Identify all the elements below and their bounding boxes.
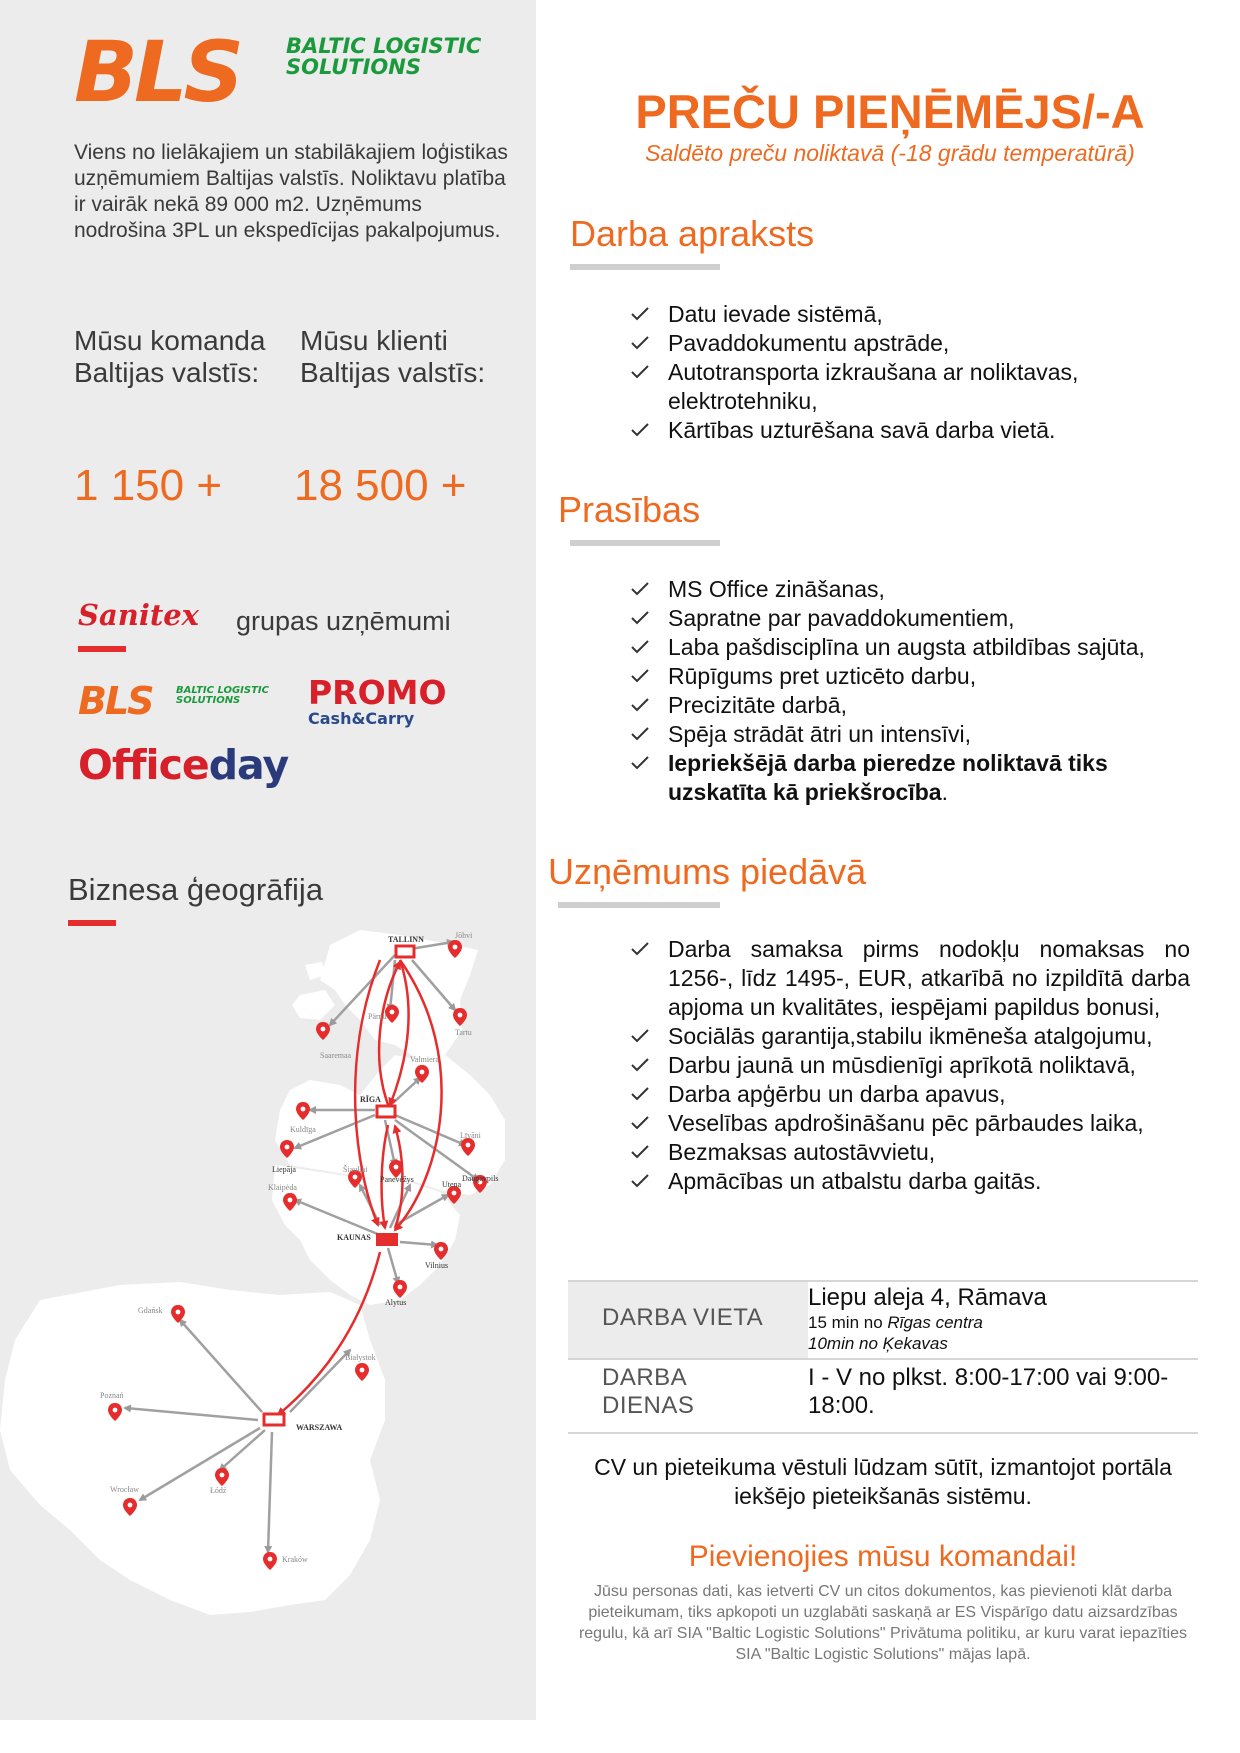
check-icon xyxy=(630,610,650,626)
check-icon xyxy=(630,422,650,438)
check-icon xyxy=(630,581,650,597)
list-item: Laba pašdisciplīna un augsta atbildības sajūta, xyxy=(630,633,1210,662)
section-divider xyxy=(570,264,720,270)
application-note: CV un pieteikuma vēstuli lūdzam sūtīt, izmantojot portāla iekšējo pieteikšanās sistēmu. xyxy=(594,1454,1172,1509)
join-call: Pievienojies mūsu komandai! xyxy=(688,1540,1078,1573)
label-daugavpils: Daugavpils xyxy=(462,1174,499,1183)
offer-title: Uzņēmums piedāvā xyxy=(548,851,867,892)
job-details-table xyxy=(568,1280,1198,1434)
label-tartu: Tartu xyxy=(455,1028,472,1037)
sanitex-logo: Sanitex xyxy=(78,598,199,632)
label-poznan: Poznań xyxy=(100,1391,124,1400)
check-icon xyxy=(630,1144,650,1160)
job-title: PREČU PIEŅĒMĒJS/-A xyxy=(635,85,1145,138)
list-item: Rūpīgums pret uzticēto darbu, xyxy=(630,662,1210,691)
check-icon xyxy=(630,1086,650,1102)
team-label: Mūsu komanda Baltijas valstīs: xyxy=(74,325,266,388)
label-parnu: Pärnu xyxy=(368,1012,387,1021)
riga-hub xyxy=(377,1106,395,1117)
list-item: Precizitāte darbā, xyxy=(630,691,1210,720)
list-item: Darba samaksa pirms nodokļu nomaksas no 1256-, līdz 1495-, EUR, atkarībā no izpildītā darba apjoma un kvalitātes, iespējami papildus bonusi, xyxy=(630,935,1190,1022)
team-count: 1 150 + xyxy=(74,461,223,510)
job-subtitle: Saldēto preču noliktavā (-18 grādu temperatūrā) xyxy=(645,140,1135,166)
list-item: MS Office zināšanas, xyxy=(630,575,1210,604)
list-item: Datu ievade sistēmā, xyxy=(630,300,1190,329)
label-siauliai: Šiauliai xyxy=(343,1165,368,1174)
table-row xyxy=(568,1359,1198,1433)
check-icon xyxy=(630,335,650,351)
label-valmiera: Valmiera xyxy=(410,1055,439,1064)
label-liepaja: Liepāja xyxy=(272,1165,296,1174)
days-label: DARBA DIENAS xyxy=(568,1359,808,1433)
saaremaa-shape xyxy=(292,990,335,1020)
poland-shape xyxy=(0,1282,385,1615)
label-tallinn: TALLINN xyxy=(388,935,424,944)
days-value: I - V no plkst. 8:00-17:00 vai 9:00-18:00. xyxy=(808,1359,1198,1433)
bls-logo-wordmark: BALTIC LOGISTIC SOLUTIONS xyxy=(286,34,482,79)
label-gdansk: Gdańsk xyxy=(138,1306,163,1315)
label-utena: Utena xyxy=(442,1180,462,1189)
label-lodz: Łódź xyxy=(210,1486,227,1495)
section-divider xyxy=(558,902,720,908)
check-icon xyxy=(630,1115,650,1131)
label-warszawa: WARSZAWA xyxy=(296,1423,343,1432)
privacy-note: Jūsu personas dati, kas ietverti CV un citos dokumentos, kas pievienoti klāt darba pieteikumam, tiks apkopoti un uzglabāti saskaņā ar ES Vispārīgo datu aizsardzības regulu, kā arī SIA "Baltic Logistic Solutions" Privātuma politiku, ar kuru varat iepazīties SIA "Baltic Logistic Solutions" mājas lapā. xyxy=(578,1583,1188,1663)
check-icon xyxy=(630,1028,650,1044)
bls-logo-mark: BLS xyxy=(74,23,241,121)
promo-logo: PROMO Cash&Carry xyxy=(308,673,447,728)
label-kuldiga: Kuldīga xyxy=(290,1125,316,1134)
list-item: Sapratne par pavaddokumentiem, xyxy=(630,604,1210,633)
list-item: Sociālās garantija,stabilu ikmēneša atalgojumu, xyxy=(630,1022,1190,1051)
list-item: Bezmaksas autostāvvietu, xyxy=(630,1138,1190,1167)
check-icon xyxy=(630,726,650,742)
list-item: Darbu jaunā un mūsdienīgi aprīkotā noliktavā, xyxy=(630,1051,1190,1080)
warszawa-hub xyxy=(264,1414,284,1425)
list-item: Apmācības un atbalstu darba gaitās. xyxy=(630,1167,1190,1196)
check-icon xyxy=(630,1173,650,1189)
list-item: Spēja strādāt ātri un intensīvi, xyxy=(630,720,1210,749)
check-icon xyxy=(630,364,650,380)
check-icon xyxy=(630,668,650,684)
description-list xyxy=(630,300,1190,445)
business-map xyxy=(0,920,536,1710)
tallinn-hub xyxy=(396,946,414,957)
client-count: 18 500 + xyxy=(294,461,467,510)
list-item: Iepriekšējā darba pieredze noliktavā tiks uzskatīta kā priekšrocība. xyxy=(630,749,1210,807)
officeday-logo: Officeday xyxy=(78,741,289,789)
label-johvi: Jõhvi xyxy=(455,931,473,940)
bls-small-logo: BLS BALTIC LOGISTIC SOLUTIONS xyxy=(78,679,269,723)
label-kaunas: KAUNAS xyxy=(337,1233,371,1242)
check-icon xyxy=(630,941,650,957)
label-alytus: Alytus xyxy=(385,1298,407,1307)
section-divider xyxy=(78,646,126,652)
geography-title: Biznesa ģeogrāfija xyxy=(68,872,324,907)
label-vilnius: Vilnius xyxy=(425,1261,449,1270)
label-panevezys: Panevėžys xyxy=(380,1175,414,1184)
place-label: DARBA VIETA xyxy=(568,1281,808,1359)
kaunas-hub xyxy=(376,1233,398,1246)
label-krakow: Kraków xyxy=(282,1555,308,1564)
check-icon xyxy=(630,306,650,322)
label-saaremaa: Saaremaa xyxy=(320,1051,352,1060)
map-pin-saaremaa xyxy=(316,1022,330,1040)
check-icon xyxy=(630,639,650,655)
client-label: Mūsu klienti Baltijas valstīs: xyxy=(300,325,486,388)
check-icon xyxy=(630,755,650,771)
place-value-cell xyxy=(808,1281,1198,1359)
group-label: grupas uzņēmumi xyxy=(236,606,451,636)
label-wroclaw: Wrocław xyxy=(110,1485,139,1494)
requirements-list xyxy=(630,575,1210,807)
company-intro: Viens no lielākajiem un stabilākajiem loģistikas uzņēmumiem Baltijas valstīs. Noliktavu platība ir vairāk nekā 89 000 m2. Uzņēmums nodrošina 3PL un ekspedīcijas pakalpojumus. xyxy=(74,141,508,242)
description-title: Darba apraksts xyxy=(570,213,815,254)
company-panel xyxy=(0,0,536,1720)
label-livani: Līvāni xyxy=(460,1131,481,1140)
list-item: Darba apģērbu un darba apavus, xyxy=(630,1080,1190,1109)
offer-list xyxy=(630,935,1190,1196)
list-item: Autotransporta izkraušana ar noliktavas, elektrotehniku, xyxy=(630,358,1190,416)
bls-logo xyxy=(74,23,494,121)
label-riga: RĪGA xyxy=(360,1095,381,1104)
list-item: Pavaddokumentu apstrāde, xyxy=(630,329,1190,358)
label-bialystok: Białystok xyxy=(345,1353,376,1362)
place-note-2: 10min no Ķekavas xyxy=(808,1334,948,1353)
table-row xyxy=(568,1281,1198,1359)
check-icon xyxy=(630,697,650,713)
section-divider xyxy=(570,540,720,546)
place-note-1: 15 min no Rīgas centra xyxy=(808,1313,983,1332)
list-item: Veselības apdrošināšanu pēc pārbaudes laika, xyxy=(630,1109,1190,1138)
label-klaipeda: Klaipėda xyxy=(268,1183,297,1192)
check-icon xyxy=(630,1057,650,1073)
list-item: Kārtības uzturēšana savā darba vietā. xyxy=(630,416,1190,445)
place-value: Liepu aleja 4, Rāmava xyxy=(808,1284,1047,1311)
requirements-title: Prasības xyxy=(558,489,701,530)
